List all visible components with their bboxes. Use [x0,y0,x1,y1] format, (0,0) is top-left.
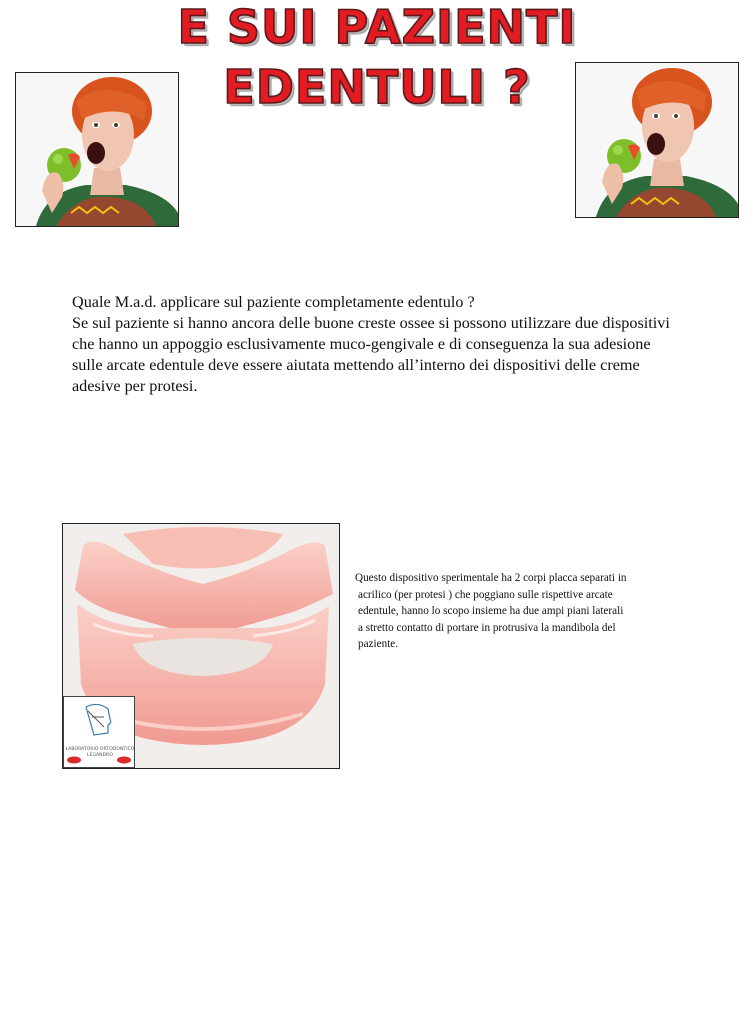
caption-line: a stretto contatto di portare in protrusiva la mandibola del [358,621,616,634]
intro-line: che hanno un appoggio esclusivamente muco-gengivale e di conseguenza la sua adesione [72,335,651,353]
intro-line: sulle arcate edentule deve essere aiutata mettendo all’interno dei dispositivi delle creme [72,356,640,374]
caption-line: paziente. [358,638,399,650]
logo-line-1: LABORATORIO ORTODONTICO [65,747,135,752]
intro-paragraph [72,292,712,397]
page-title-line-2: EDENTULI ? [223,60,531,114]
logo-line-2: LEGANDRO [87,753,113,758]
intro-line: Se sul paziente si hanno ancora delle buone creste ossee si possono utilizzare due dispositivi [72,314,670,332]
page-title-line-1: E SUI PAZIENTI [177,0,577,54]
lab-logo [63,696,135,768]
intro-line: Quale M.a.d. applicare sul paziente completamente edentulo ? [72,293,475,311]
woman-eating-apple-photo-right [575,62,739,218]
intro-line: adesive per protesi. [72,377,198,395]
caption-line: edentule, hanno lo scopo insieme ha due ampi piani laterali [358,605,624,617]
device-caption [355,570,675,653]
dental-device-photo [62,523,340,769]
woman-eating-apple-photo-left [15,72,179,227]
caption-line: Questo dispositivo sperimentale ha 2 corpi placca separati in [355,572,627,584]
caption-line: acrilico (per protesi ) che poggiano sulle rispettive arcate [358,588,613,601]
